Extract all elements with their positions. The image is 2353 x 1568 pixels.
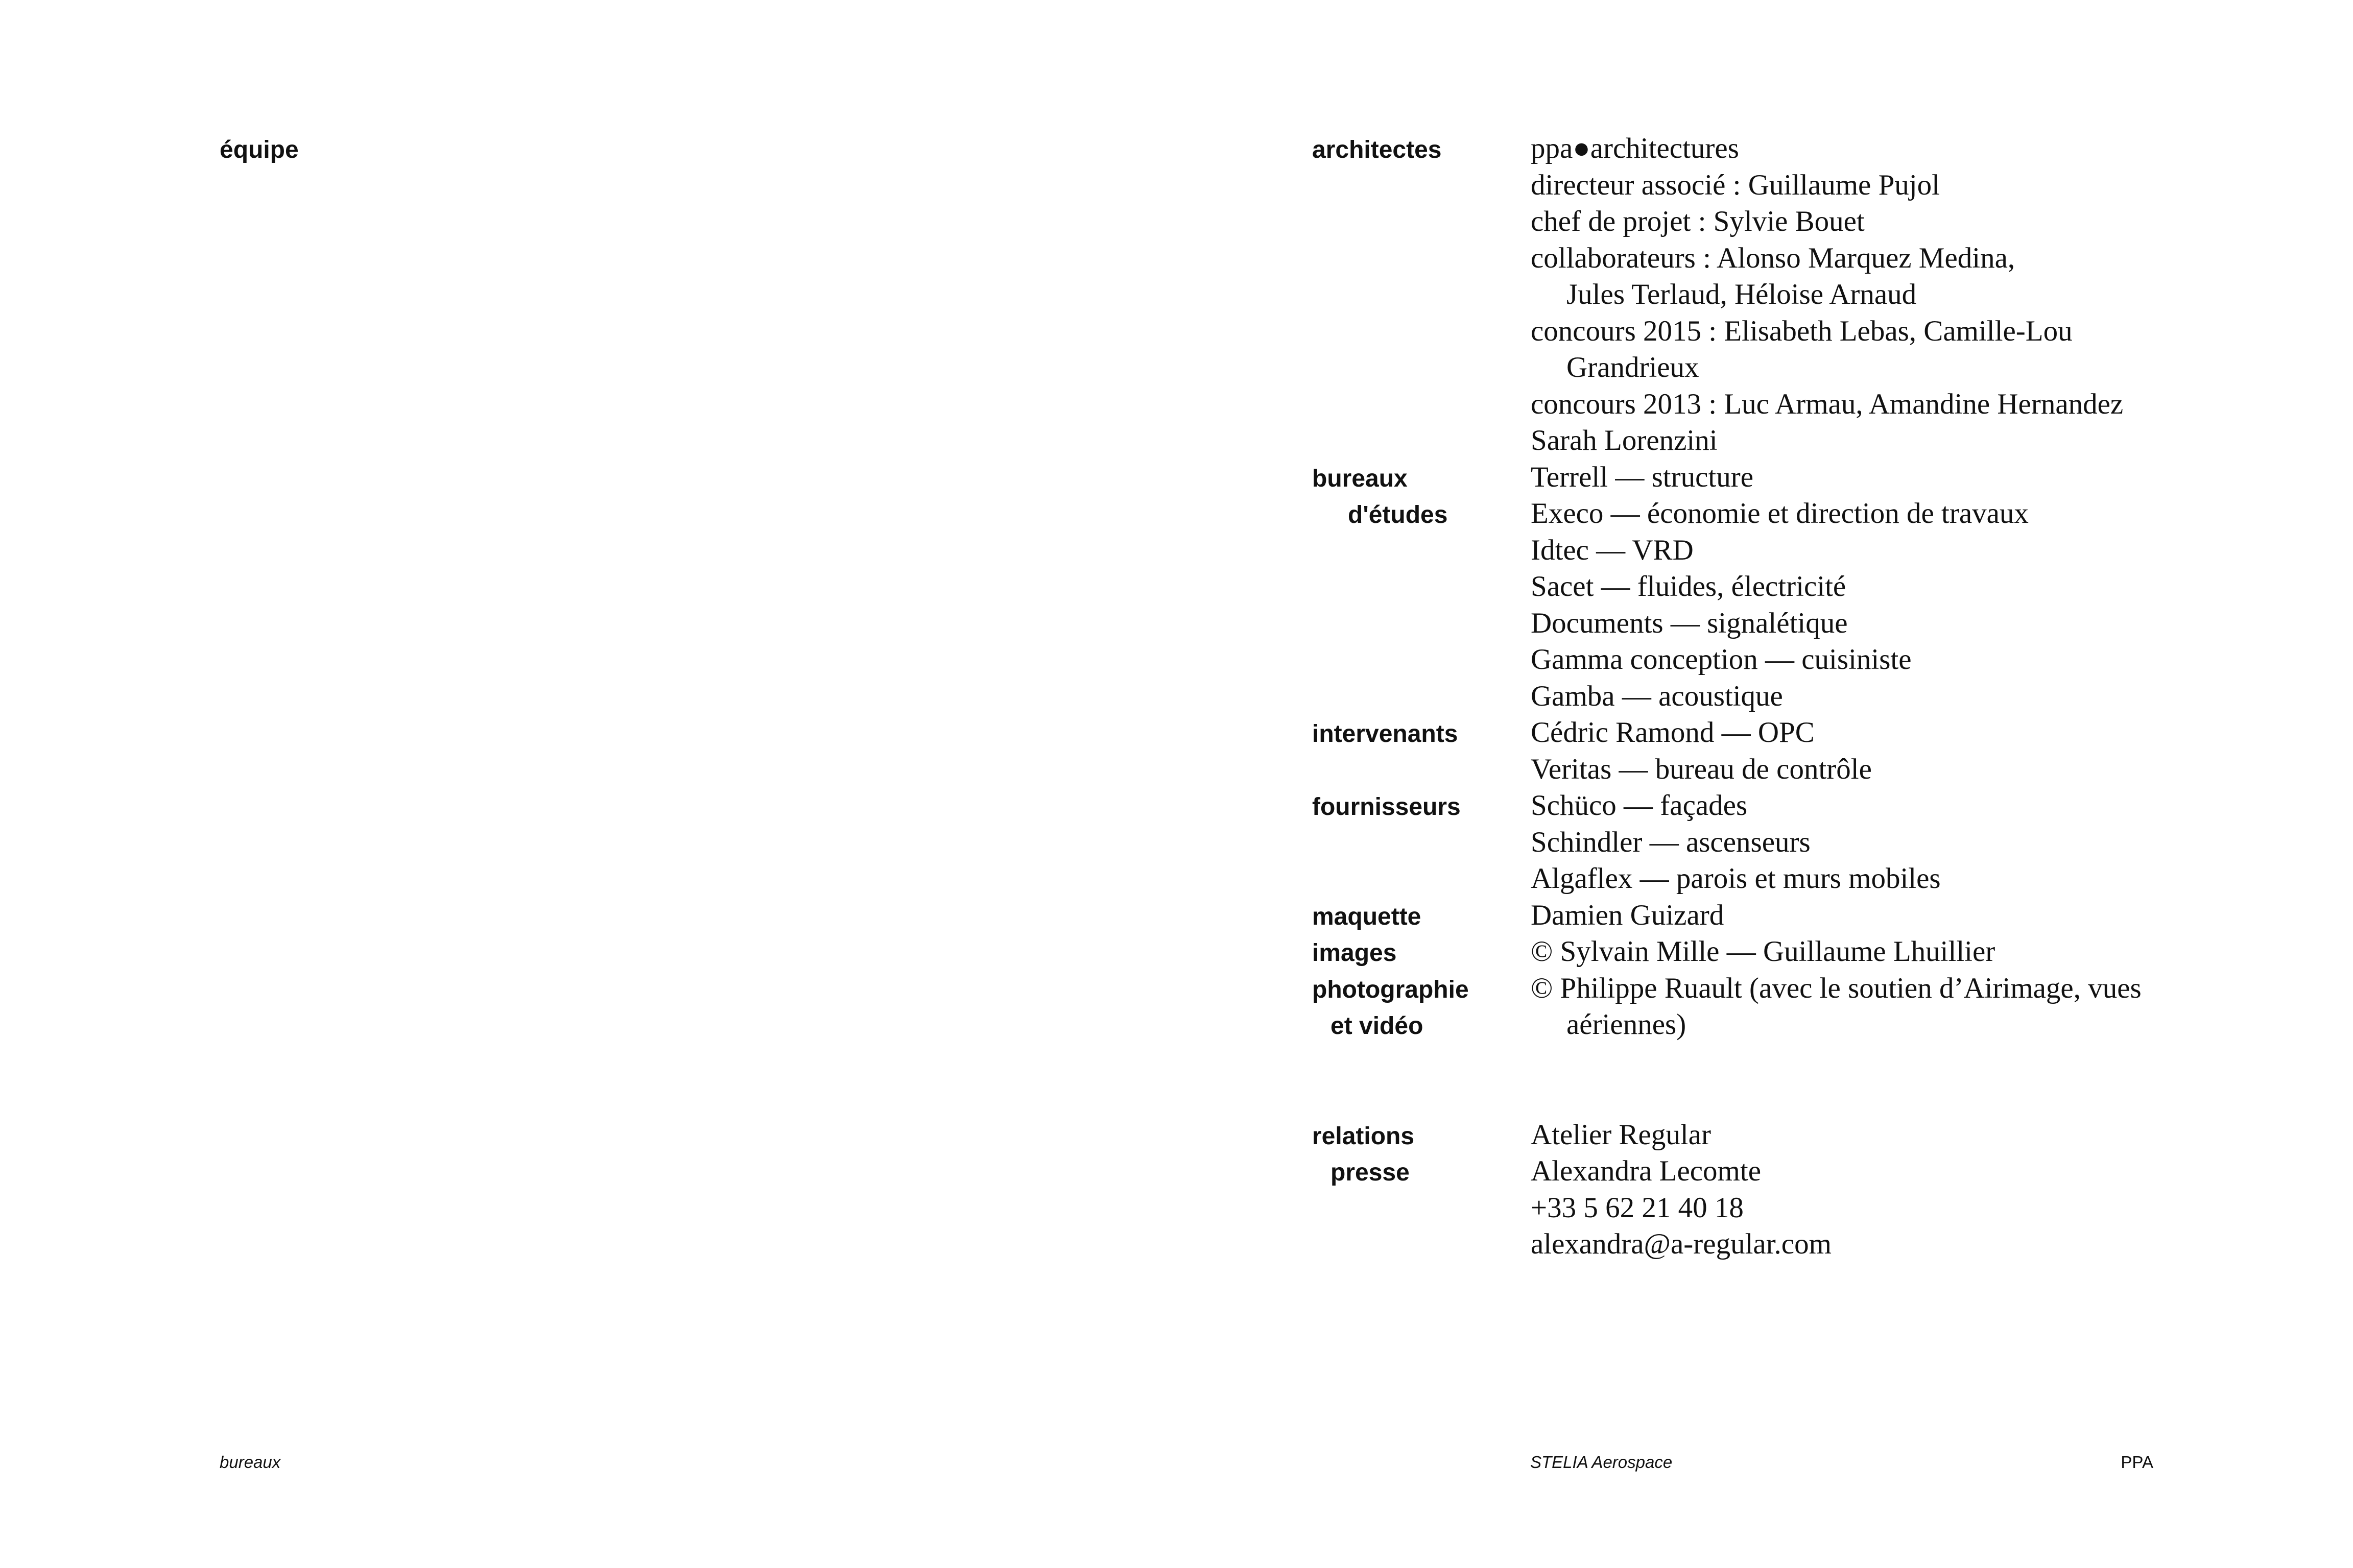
credit-entry: [1531, 824, 2231, 861]
section-title: équipe: [220, 136, 299, 163]
credit-entry: [1531, 240, 2231, 313]
credit-entry: [1531, 568, 2231, 605]
credit-entry: [1531, 422, 2231, 459]
credit-line: Sacet — fluides, électricité: [1531, 570, 1846, 602]
credit-entry: [1531, 860, 2231, 897]
group-label-line: bureaux: [1312, 465, 1408, 492]
credit-line-continuation: Jules Terlaud, Héloise Arnaud: [1566, 278, 1917, 310]
credit-entry: [1531, 495, 2231, 532]
group-entries: [1531, 1117, 2231, 1263]
group-label-line: d'études: [1348, 501, 1448, 528]
credit-entry: [1531, 1190, 2231, 1226]
credit-line: Algaflex — parois et murs mobiles: [1531, 862, 1941, 895]
group-label-line: relations: [1312, 1122, 1415, 1150]
credit-entry: [1531, 933, 2231, 970]
group-label-line: et vidéo: [1330, 1012, 1423, 1040]
credit-entry: [1531, 1226, 2231, 1263]
credit-entry: [1531, 167, 2231, 204]
credit-group-images: [1312, 933, 2231, 970]
group-entries: [1531, 714, 2231, 787]
credit-line-continuation: Grandrieux: [1566, 351, 1699, 383]
group-label: [1312, 1117, 1527, 1190]
credit-entry: [1531, 641, 2231, 678]
group-label: [1312, 459, 1527, 532]
group-label: [1312, 130, 1527, 167]
group-entries: [1531, 970, 2231, 1043]
credit-line: Documents — signalétique: [1531, 607, 1848, 639]
credit-entry: [1531, 313, 2231, 386]
credit-entry: [1531, 970, 2231, 1043]
group-entries: [1531, 787, 2231, 897]
credit-entry: [1531, 751, 2231, 788]
credit-line: Alexandra Lecomte: [1531, 1155, 1762, 1187]
credit-line: Idtec — VRD: [1531, 534, 1694, 566]
credit-entry: [1531, 678, 2231, 715]
credit-line: © Philippe Ruault (avec le soutien d’Airimage, vues: [1531, 972, 2142, 1004]
group-label: [1312, 970, 1527, 1043]
credit-line: collaborateurs : Alonso Marquez Medina,: [1531, 242, 2015, 274]
group-label-line: maquette: [1312, 903, 1421, 930]
group-label-line: images: [1312, 939, 1397, 967]
credit-line: directeur associé : Guillaume Pujol: [1531, 168, 1940, 201]
credit-line: Schindler — ascenseurs: [1531, 826, 1811, 858]
credit-line: concours 2013 : Luc Armau, Amandine Hernandez: [1531, 388, 2124, 420]
credit-entry: [1531, 459, 2231, 496]
group-label-line: intervenants: [1312, 720, 1458, 747]
credit-entry: [1531, 203, 2231, 240]
credit-line: Schüco — façades: [1531, 789, 1748, 822]
group-label-line: photographie: [1312, 976, 1469, 1003]
credit-line-continuation: aériennes): [1566, 1008, 1686, 1041]
credit-group-intervenants: [1312, 714, 2231, 787]
credit-entry: [1531, 1117, 2231, 1153]
email-address: alexandra@a-regular.com: [1531, 1228, 1832, 1260]
footer-section-name: bureaux: [220, 1453, 281, 1471]
credit-line: concours 2015 : Elisabeth Lebas, Camille-Lou: [1531, 315, 2073, 347]
credit-group-fournisseurs: [1312, 787, 2231, 897]
group-entries: [1531, 933, 2231, 970]
credit-line: Cédric Ramond — OPC: [1531, 716, 1815, 749]
group-label: [1312, 897, 1527, 934]
group-entries: [1531, 897, 2231, 934]
group-label: [1312, 787, 1527, 824]
credit-entry: [1531, 532, 2231, 569]
group-entries: [1531, 459, 2231, 715]
footer-project-name: STELIA Aerospace: [1530, 1453, 1673, 1471]
credit-line: Gamba — acoustique: [1531, 680, 1783, 712]
credit-entry: [1531, 605, 2231, 642]
footer-publisher: PPA: [2121, 1453, 2153, 1471]
credit-entry: [1531, 1153, 2231, 1190]
group-label: [1312, 714, 1527, 751]
phone-number: +33 5 62 21 40 18: [1531, 1191, 1744, 1224]
credit-entry: [1531, 714, 2231, 751]
group-label-line: presse: [1330, 1159, 1410, 1186]
group-label-line: architectes: [1312, 136, 1442, 163]
group-label-line: fournisseurs: [1312, 793, 1461, 821]
credit-entry: [1531, 897, 2231, 934]
credit-entry: [1531, 787, 2231, 824]
credit-line: Terrell — structure: [1531, 461, 1753, 493]
credit-line: chef de projet : Sylvie Bouet: [1531, 205, 1865, 237]
credit-line: ppa●architectures: [1531, 132, 1739, 164]
credit-group-bureaux-etudes: [1312, 459, 2231, 715]
group-entries: [1531, 130, 2231, 459]
credit-entry: [1531, 130, 2231, 167]
credit-group-relations-presse: [1312, 1117, 2231, 1263]
credit-group-architectes: [1312, 130, 2231, 459]
credit-line: Sarah Lorenzini: [1531, 424, 1718, 456]
credit-line: Atelier Regular: [1531, 1118, 1711, 1151]
credit-group-photographie: [1312, 970, 2231, 1043]
credit-group-maquette: [1312, 897, 2231, 934]
credit-line: Veritas — bureau de contrôle: [1531, 753, 1872, 785]
credit-line: Execo — économie et direction de travaux: [1531, 497, 2029, 529]
credit-line: Damien Guizard: [1531, 899, 1724, 931]
credit-line: Gamma conception — cuisiniste: [1531, 643, 1912, 676]
credit-entry: [1531, 386, 2231, 423]
group-label: [1312, 933, 1527, 970]
credit-line: © Sylvain Mille — Guillaume Lhuillier: [1531, 935, 1995, 968]
credits-list: [1312, 130, 2231, 1263]
